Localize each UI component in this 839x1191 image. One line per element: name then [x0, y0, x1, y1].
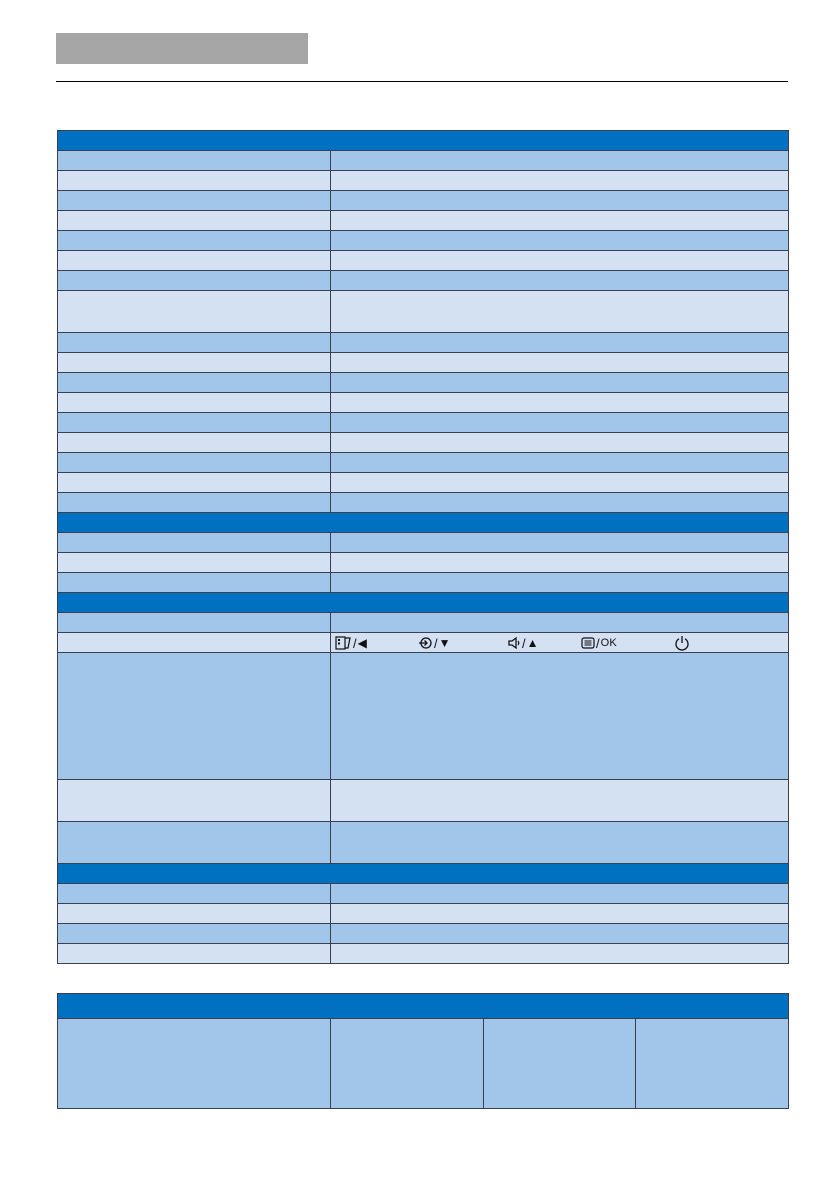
- row-value: [484, 1019, 636, 1109]
- table-row: [58, 633, 789, 653]
- picture-mode-control: [335, 635, 367, 651]
- row-label: [58, 884, 331, 904]
- menu-icon: [581, 636, 595, 650]
- row-value: [331, 493, 789, 513]
- row-label: [58, 413, 331, 433]
- table-row: [58, 533, 789, 553]
- row-value: [331, 822, 789, 864]
- row-value: [331, 884, 789, 904]
- table-row: [58, 453, 789, 473]
- row-label: [58, 333, 331, 353]
- section-header-row: [58, 864, 789, 884]
- input-control: [418, 635, 451, 651]
- row-label: [58, 271, 331, 291]
- row-value: [331, 433, 789, 453]
- row-value: [331, 533, 789, 553]
- row-label: [58, 151, 331, 171]
- row-label: [58, 353, 331, 373]
- row-value: [331, 924, 789, 944]
- row-label: [58, 924, 331, 944]
- row-value: [331, 653, 789, 780]
- row-value: [331, 191, 789, 211]
- left-arrow-icon: ◀: [357, 636, 367, 650]
- row-value: [331, 291, 789, 333]
- picture-mode-icon: [335, 636, 352, 650]
- power-control: [674, 635, 690, 651]
- table-row: [58, 271, 789, 291]
- menu-control: [581, 635, 617, 651]
- row-label: [58, 393, 331, 413]
- table-row: [58, 493, 789, 513]
- row-value: [331, 553, 789, 573]
- row-value: [331, 171, 789, 191]
- header-divider: [56, 81, 788, 82]
- row-value: [331, 251, 789, 271]
- section-header-cell: [58, 593, 789, 613]
- user-controls-cell: [331, 633, 789, 653]
- row-label: [58, 191, 331, 211]
- row-label: [58, 904, 331, 924]
- speaker-icon: [508, 636, 521, 650]
- row-value: [331, 613, 789, 633]
- input-icon: [418, 636, 433, 650]
- table-row: [58, 653, 789, 780]
- row-value: [331, 780, 789, 822]
- table-row: [58, 924, 789, 944]
- ok-text: OK: [600, 637, 617, 649]
- row-label: [58, 231, 331, 251]
- table-row: [58, 413, 789, 433]
- slash-separator: /: [596, 635, 600, 651]
- table-row: [58, 333, 789, 353]
- table-row: [58, 944, 789, 964]
- row-label: [58, 1019, 331, 1109]
- table-row: [58, 780, 789, 822]
- table-row: [58, 171, 789, 191]
- row-label: [58, 211, 331, 231]
- section-header-cell: [58, 131, 789, 151]
- row-label: [58, 944, 331, 964]
- table-row: [58, 151, 789, 171]
- row-value: [636, 1019, 789, 1109]
- section-header-cell: [58, 994, 789, 1019]
- row-value: [331, 373, 789, 393]
- row-label: [58, 822, 331, 864]
- row-value: [331, 353, 789, 373]
- section-header-cell: [58, 864, 789, 884]
- table-row: [58, 373, 789, 393]
- row-value: [331, 211, 789, 231]
- row-label: [58, 373, 331, 393]
- section-header-cell: [58, 513, 789, 533]
- volume-control: [508, 635, 539, 651]
- row-label: [58, 291, 331, 333]
- row-label: [58, 780, 331, 822]
- slash-separator: /: [522, 635, 526, 651]
- specifications-table: [57, 130, 789, 964]
- row-value: [331, 333, 789, 353]
- row-label: [58, 453, 331, 473]
- row-label: [58, 573, 331, 593]
- row-label: [58, 251, 331, 271]
- table-row: [58, 251, 789, 271]
- table-row: [58, 573, 789, 593]
- row-label: [58, 553, 331, 573]
- section-header-row: [58, 131, 789, 151]
- table-row: [58, 884, 789, 904]
- table-row: [58, 1019, 789, 1109]
- row-value: [331, 271, 789, 291]
- row-value: [331, 904, 789, 924]
- table-row: [58, 393, 789, 413]
- table-row: [58, 353, 789, 373]
- table-row: [58, 191, 789, 211]
- row-label: [58, 171, 331, 191]
- section-header-row: [58, 994, 789, 1019]
- row-label: [58, 653, 331, 780]
- table-row: [58, 473, 789, 493]
- power-icon: [674, 635, 690, 651]
- row-value: [331, 453, 789, 473]
- table-row: [58, 553, 789, 573]
- section-header-row: [58, 513, 789, 533]
- row-value: [331, 573, 789, 593]
- slash-separator: /: [353, 635, 357, 651]
- row-label: [58, 533, 331, 553]
- row-value: [331, 151, 789, 171]
- table-row: [58, 291, 789, 333]
- table-row: [58, 904, 789, 924]
- bottom-table: [57, 993, 789, 1109]
- table-row: [58, 433, 789, 453]
- down-arrow-icon: ▼: [438, 636, 451, 650]
- row-value: [331, 1019, 484, 1109]
- row-value: [331, 413, 789, 433]
- table-row: [58, 211, 789, 231]
- row-label: [58, 493, 331, 513]
- row-value: [331, 473, 789, 493]
- table-row: [58, 822, 789, 864]
- row-label: [58, 433, 331, 453]
- row-value: [331, 231, 789, 251]
- table-row: [58, 613, 789, 633]
- row-label: [58, 473, 331, 493]
- row-value: [331, 944, 789, 964]
- section-header-tab: [56, 33, 308, 64]
- slash-separator: /: [434, 635, 438, 651]
- row-label: [58, 613, 331, 633]
- up-arrow-icon: ▲: [526, 636, 539, 650]
- table-row: [58, 231, 789, 251]
- row-value: [331, 393, 789, 413]
- section-header-row: [58, 593, 789, 613]
- row-label: [58, 633, 331, 653]
